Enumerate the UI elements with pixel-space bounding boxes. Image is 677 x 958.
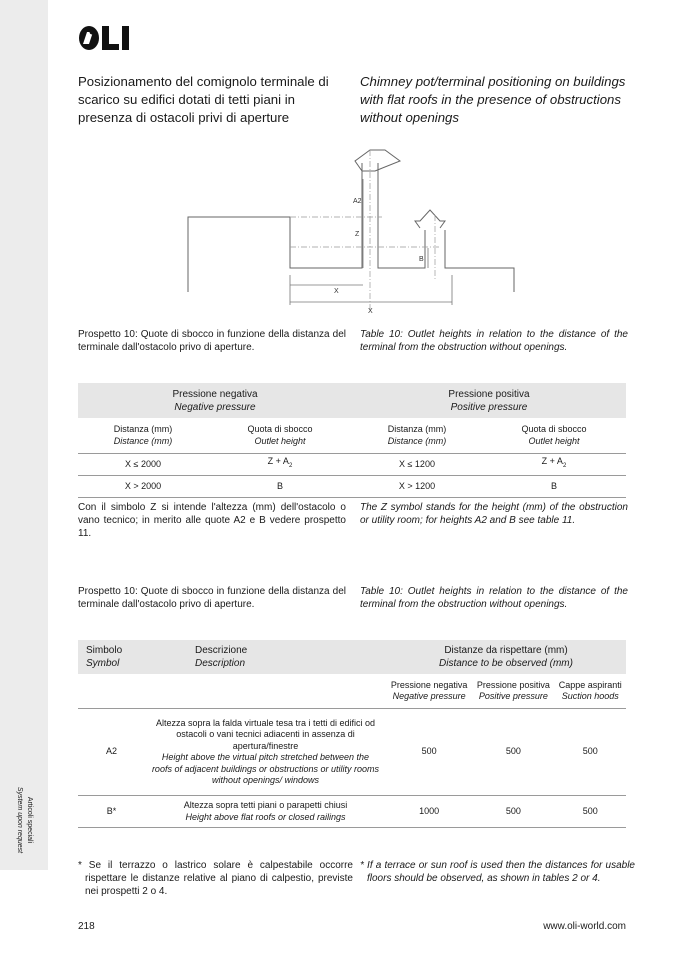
- caption-table11-italian: Prospetto 10: Quote di sbocco in funzione della distanza del terminale dall'ostacolo privo di aperture.: [78, 586, 346, 610]
- label-x-short: X: [334, 288, 339, 295]
- subheader-distance: Distanza (mm) Distance (mm): [78, 418, 208, 454]
- footnote-english: * If a terrace or sun roof is used then the distances for usable floors should be observed, as shown in tables 2 or 4.: [360, 860, 635, 884]
- outlet-heights-table: [78, 383, 626, 498]
- label-b: B: [419, 256, 424, 263]
- header-symbol: Simbolo Symbol: [78, 640, 145, 674]
- short-chimney-hood: [415, 210, 445, 228]
- subheader-distance: Distanza (mm) Distance (mm): [352, 418, 482, 454]
- header-description: Descrizione Description: [145, 640, 386, 674]
- header-positive-pressure: Pressione positiva Positive pressure: [352, 383, 626, 418]
- note-z-italian: Con il simbolo Z si intende l'altezza (mm) dell'ostacolo o vano tecnico; in merito alle quote A2 e B vedere prospetto 11.: [78, 502, 346, 539]
- title-italian: Posizionamento del comignolo terminale di scarico su edifici dotati di tetti piani in presenza di ostacoli privi di aperture: [78, 74, 329, 125]
- tall-chimney-right: [378, 163, 425, 268]
- roof-right: [445, 230, 514, 292]
- subheader-positive-pressure: Pressione positiva Positive pressure: [472, 674, 554, 709]
- table-row: X ≤ 2000 $Z + A_2$ X ≤ 1200 $Z + A_2$: [78, 454, 626, 476]
- table-row: X > 2000 B X > 1200 B: [78, 476, 626, 498]
- title-english: Chimney pot/terminal positioning on buildings with flat roofs in the presence of obstructions without openings: [360, 74, 626, 125]
- label-a2: A2: [353, 198, 362, 205]
- caption-table11-english: Table 10: Outlet heights in relation to the distance of the terminal from the obstruction without openings.: [360, 586, 628, 610]
- subheader-outlet-height: Quota di sbocco Outlet height: [208, 418, 352, 454]
- note-z-english: The Z symbol stands for the height (mm) of the obstruction or utility room; for heights A2 and B see table 11.: [360, 502, 628, 526]
- page-number: 218: [78, 921, 95, 932]
- distances-table: [78, 640, 626, 828]
- sidebar-band: [0, 0, 48, 870]
- obstruction-outline: [188, 163, 362, 292]
- label-z: Z: [355, 231, 360, 238]
- caption-table10-english: Table 10: Outlet heights in relation to the distance of the terminal from the obstruction without openings.: [360, 329, 628, 353]
- sidebar-section-label: [2, 770, 46, 870]
- caption-table10-italian: Prospetto 10: Quote di sbocco in funzione della distanza del terminale dall'ostacolo privo di aperture.: [78, 329, 346, 353]
- header-negative-pressure: Pressione negativa Negative pressure: [78, 383, 352, 418]
- label-x-long: X: [368, 308, 373, 315]
- table-row: A2 Altezza sopra la falda virtuale tesa tra i tetti di edifici od ostacoli o vani tecnici adiacenti in assenza di apertura/finestre Height above the virtual pitch stretched between the roofs of adjacent buildings or obstructions or utility rooms without openings/ windows 500 500 500: [78, 709, 626, 796]
- subheader-negative-pressure: Pressione negativa Negative pressure: [386, 674, 472, 709]
- subheader-suction-hoods: Cappe aspiranti Suction hoods: [555, 674, 626, 709]
- header-distances: Distanze da rispettare (mm) Distance to be observed (mm): [386, 640, 626, 674]
- footnote-italian: * Se il terrazzo o lastrico solare è calpestabile occorre rispettare le distanze relative al piano di calpestio, previste nei prospetti 2 o 4.: [78, 860, 353, 897]
- chimney-positioning-diagram: [170, 145, 530, 320]
- table-row: B* Altezza sopra tetti piani o parapetti chiusi Height above flat roofs or closed railings 1000 500 500: [78, 796, 626, 828]
- website-link[interactable]: www.oli-world.com: [543, 921, 626, 932]
- sidebar-label-en: System upon request: [16, 786, 23, 854]
- sidebar-label-it: Articoli speciali: [26, 796, 33, 844]
- subheader-outlet-height: Quota di sbocco Outlet height: [482, 418, 626, 454]
- oli-logo: [78, 24, 138, 52]
